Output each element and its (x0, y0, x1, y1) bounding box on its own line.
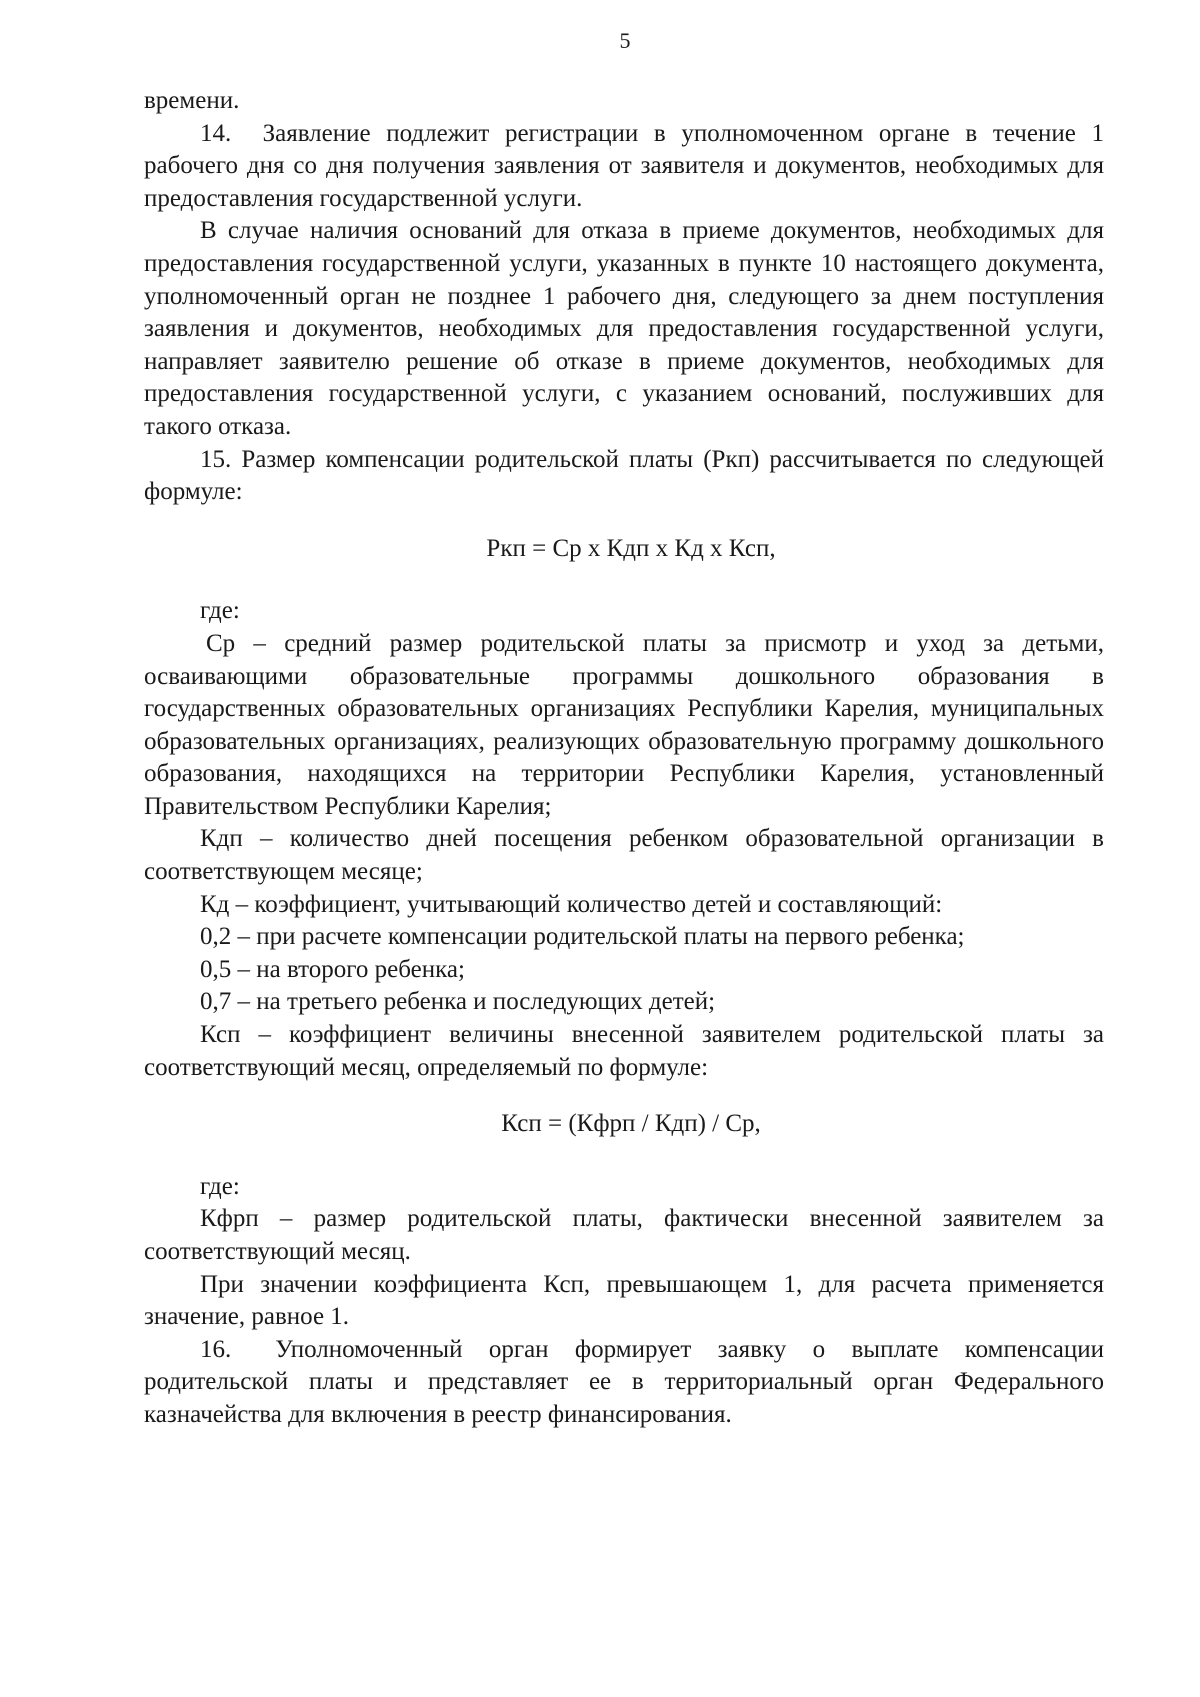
document-body (144, 85, 1104, 1432)
paragraph-item-16 (144, 1334, 1104, 1432)
item-text: Уполномоченный орган формирует заявку о выплате компенсации родительской платы и представляет ее в территориальный орган Федерального казначейства для включения в реестр финансирования. (144, 1335, 1104, 1428)
kd-value-second: 0,5 – на второго ребенка; (200, 955, 465, 983)
paragraph-refusal: В случае наличия оснований для отказа в приеме документов, необходимых для предоставления государственной услуги, указанных в пункте 10 настоящего документа, уполномоченный орган не позднее 1 рабочего дня, следующего за днем поступления заявления и документов, необходимых для предоставления государственной услуги, направляет заявителю решение об отказе в приеме документов, необходимых для предоставления государственной услуги, с указанием оснований, послуживших для такого отказа. (144, 217, 1104, 440)
formula-ksp: Ксп = (Кфрп / Кдп) / Ср, (501, 1110, 761, 1138)
definition-ksp: Ксп – коэффициент величины внесенной заявителем родительской платы за соответствующий месяц, определяемый по формуле: (144, 1021, 1104, 1081)
formula-rkp: Ркп = Ср х Кдп х Кд х Ксп, (486, 534, 776, 562)
page-number: 5 (619, 28, 631, 53)
definition-kfrp: Кфрп – размер родительской платы, фактически внесенной заявителем за соответствующий месяц. (144, 1205, 1104, 1265)
spacer (144, 1141, 1104, 1171)
definition-kd: Кд – коэффициент, учитывающий количество детей и составляющий: (200, 890, 943, 918)
paragraph-continuation: времени. (144, 87, 240, 114)
spacer (144, 565, 1104, 595)
where-label: где: (200, 597, 240, 625)
kd-value-first: 0,2 – при расчете компенсации родительской платы на первого ребенка; (200, 923, 965, 951)
where-label: где: (200, 1172, 240, 1200)
paragraph-item-15: 15. Размер компенсации родительской платы (Ркп) рассчитывается по следующей формуле: (144, 445, 1104, 506)
paragraph-item-14: 14. Заявление подлежит регистрации в уполномоченном органе в течение 1 рабочего дня со дня получения заявления от заявителя и документов, необходимых для предоставления государственной услуги. (144, 119, 1104, 212)
paragraph-ksp-limit: При значении коэффициента Ксп, превышающем 1, для расчета применяется значение, равное 1. (144, 1270, 1104, 1331)
spacer (144, 1084, 1104, 1108)
spacer (144, 509, 1104, 533)
definition-kdp: Кдп – количество дней посещения ребенком образовательной организации в соответствующем месяце; (144, 825, 1104, 886)
definition-sr: Ср – средний размер родительской платы за присмотр и уход за детьми, осваивающими образовательные программы дошкольного образования в государственных образовательных организациях Республики Карелия, муниципальных образовательных организациях, реализующих образовательную программу дошкольного образования, находящихся на территории Республики Карелия, установленный Правительством Республики Карелия; (144, 629, 1104, 820)
kd-value-third: 0,7 – на третьего ребенка и последующих детей; (200, 988, 716, 1016)
item-number: 16. (200, 1335, 232, 1363)
